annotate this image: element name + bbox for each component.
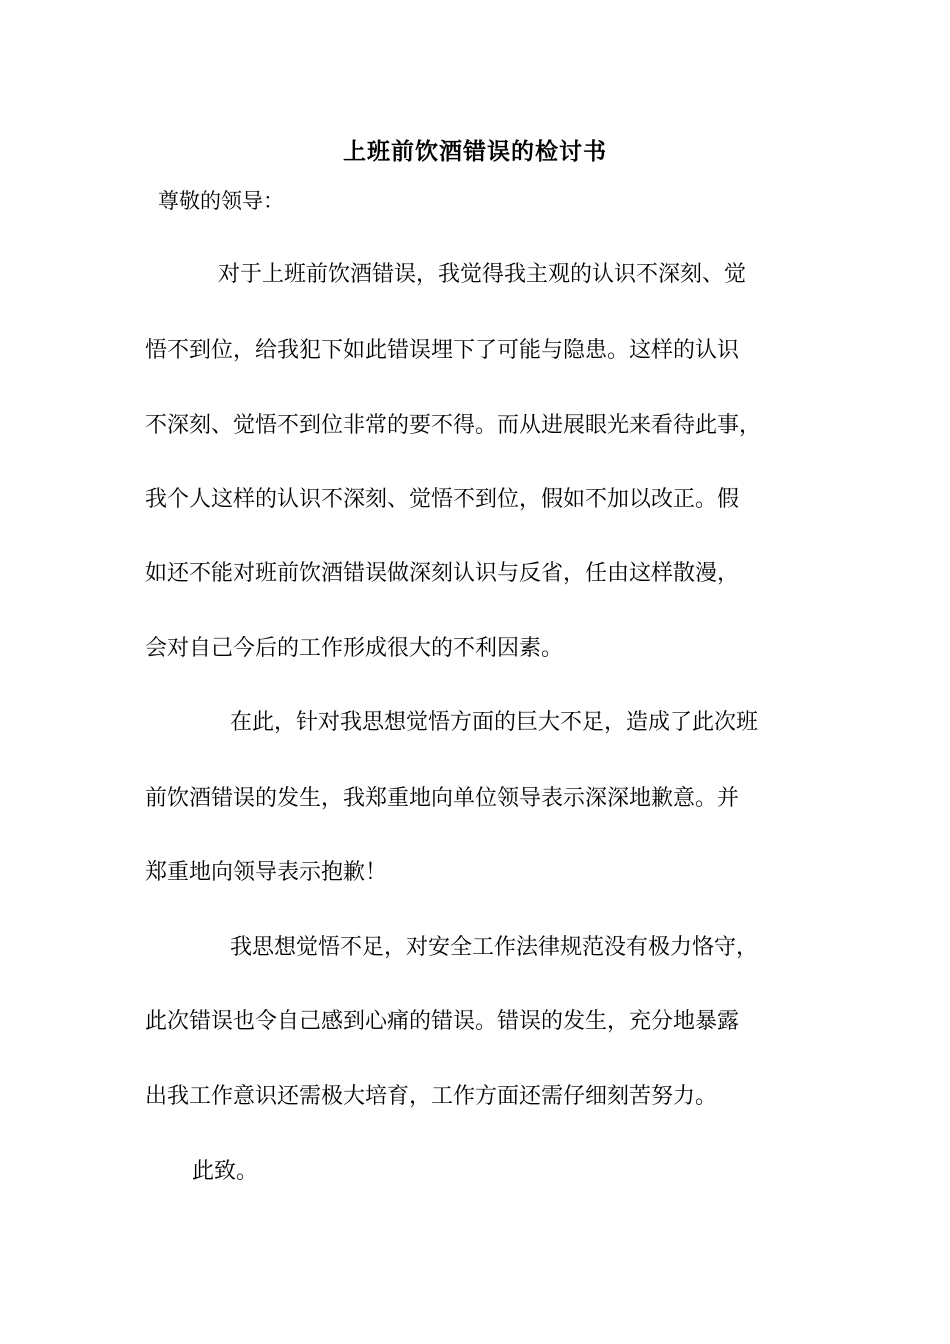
paragraph-line: 我个人这样的认识不深刻、觉悟不到位，假如不加以改正。假 (145, 487, 740, 512)
paragraph-line: 我思想觉悟不足，对安全工作法律规范没有极力恪守， (230, 935, 759, 960)
document-title: 上班前饮酒错误的检讨书 (343, 138, 607, 165)
paragraph-line: 在此，针对我思想觉悟方面的巨大不足，造成了此次班 (230, 710, 759, 735)
paragraph-line: 不深刻、觉悟不到位非常的要不得。而从进展眼光来看待此事， (145, 413, 762, 438)
paragraph-line: 悟不到位，给我犯下如此错误埋下了可能与隐患。这样的认识 (145, 338, 740, 363)
paragraph-line: 对于上班前饮酒错误，我觉得我主观的认识不深刻、觉 (218, 262, 747, 287)
salutation: 尊敬的领导： (158, 189, 284, 213)
paragraph-line: 前饮酒错误的发生，我郑重地向单位领导表示深深地歉意。并 (145, 786, 740, 811)
paragraph-line: 会对自己今后的工作形成很大的不利因素。 (145, 636, 564, 661)
paragraph-line: 郑重地向领导表示抱歉！ (145, 860, 388, 885)
paragraph-line: 如还不能对班前饮酒错误做深刻认识与反省，任由这样散漫， (145, 561, 740, 586)
paragraph-line: 此次错误也令自己感到心痛的错误。错误的发生，充分地暴露 (145, 1009, 740, 1034)
paragraph-line: 出我工作意识还需极大培育，工作方面还需仔细刻苦努力。 (145, 1084, 718, 1109)
closing-phrase: 此致。 (192, 1159, 259, 1184)
